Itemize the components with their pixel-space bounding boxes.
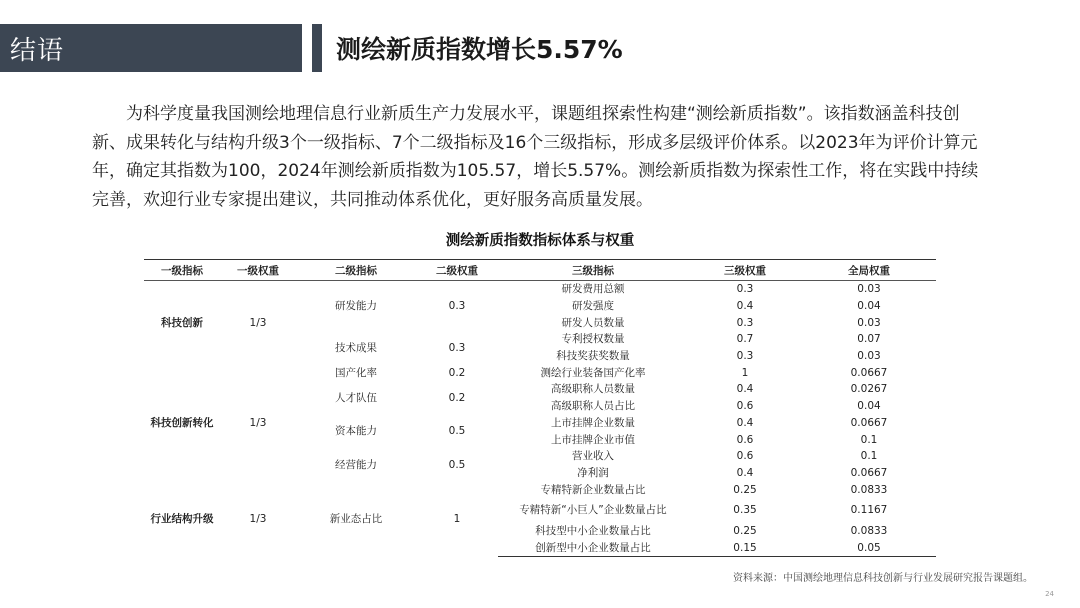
page-number: 24 [1045, 590, 1054, 598]
level3-name: 专利授权数量 [561, 333, 625, 346]
level3-weight: 0.6 [736, 400, 754, 413]
level3-weight: 0.3 [736, 283, 754, 296]
global-weight: 0.0667 [850, 366, 888, 379]
title-accent-bar [312, 24, 322, 72]
level3-name: 营业收入 [572, 450, 614, 463]
global-weight: 0.03 [857, 283, 881, 296]
global-weight: 0.0833 [850, 483, 888, 496]
level3-name: 上市挂牌企业数量 [551, 416, 635, 429]
level2-weight: 0.3 [448, 300, 466, 313]
level2-weight: 0.2 [448, 366, 466, 379]
global-weight: 0.0833 [850, 525, 888, 538]
level3-name: 科技奖获奖数量 [556, 350, 630, 363]
level2-weight: 0.3 [448, 341, 466, 354]
global-weight: 0.07 [857, 333, 881, 346]
level1-weight: 1/3 [249, 513, 267, 526]
level3-weight: 0.4 [736, 416, 754, 429]
table-title: 测绘新质指数指标体系与权重 [445, 233, 635, 249]
level2-name: 新业态占比 [329, 513, 383, 526]
level3-weight: 0.4 [736, 466, 754, 479]
level3-weight: 0.25 [733, 483, 757, 496]
level3-name: 专精特新企业数量占比 [540, 483, 646, 496]
level2-name: 技术成果 [335, 341, 377, 354]
level3-weight: 0.25 [733, 525, 757, 538]
level3-name: 专精特新“小巨人”企业数量占比 [519, 504, 667, 517]
global-weight: 0.03 [857, 316, 881, 329]
level2-name: 资本能力 [335, 425, 377, 438]
global-weight: 0.05 [802, 540, 936, 557]
col-header: 二级权重 [416, 260, 498, 281]
level3-weight: 0.4 [736, 383, 754, 396]
level2-name: 研发能力 [335, 300, 377, 313]
level2-name: 国产化率 [335, 366, 377, 379]
level3-name: 上市挂牌企业市值 [551, 433, 635, 446]
level1-name: 科技创新 [161, 316, 203, 329]
level3-name: 研发强度 [572, 300, 614, 313]
level3-weight: 0.6 [736, 433, 754, 446]
col-header: 一级指标 [144, 260, 220, 281]
section-banner [0, 24, 302, 72]
section-title: 结语 [10, 35, 65, 66]
level2-weight: 0.2 [448, 391, 466, 404]
global-weight: 0.04 [857, 300, 881, 313]
global-weight: 0.0667 [850, 416, 888, 429]
global-weight: 0.03 [857, 350, 881, 363]
table-row [144, 364, 936, 381]
slide-title: 测绘新质指数增长5.57% [336, 35, 623, 64]
col-header: 三级权重 [688, 260, 802, 281]
level3-name: 测绘行业装备国产化率 [540, 366, 646, 379]
global-weight: 0.04 [857, 400, 881, 413]
level3-name: 研发人员数量 [561, 316, 625, 329]
level3-name: 净利润 [577, 466, 609, 479]
level1-weight: 1/3 [249, 416, 267, 429]
level3-name: 高级职称人员占比 [551, 400, 635, 413]
global-weight: 0.1 [860, 433, 878, 446]
col-header: 全局权重 [802, 260, 936, 281]
level3-weight: 0.3 [736, 350, 754, 363]
col-header: 一级权重 [220, 260, 296, 281]
global-weight: 0.1 [860, 450, 878, 463]
level2-name: 经营能力 [335, 458, 377, 471]
global-weight: 0.0667 [850, 466, 888, 479]
level3-weight: 0.15 [688, 540, 802, 557]
level3-weight: 0.35 [733, 504, 757, 517]
table-row [144, 481, 936, 498]
intro-paragraph: 为科学度量我国测绘地理信息行业新质生产力发展水平，课题组探索性构建“测绘新质指数”。该指数涵盖科技创新、成果转化与结构升级3个一级指标、7个二级指标及16个三级指标，形成多层级评价体系。以2023年为评价计算元年，确定其指数为100，2024年测绘新质指数为105.57，增长5.57%。测绘新质指数为探索性工作，将在实践中持续完善，欢迎行业专家提出建议，共同推动体系优化，更好服务高质量发展。 [92, 104, 979, 210]
level3-weight: 0.4 [736, 300, 754, 313]
slide-title-bar [312, 24, 1080, 72]
source-note: 资料来源：中国测绘地理信息科技创新与行业发展研究报告课题组。 [733, 573, 1033, 584]
global-weight: 0.1167 [850, 504, 888, 517]
level2-name: 人才队伍 [335, 391, 377, 404]
level3-weight: 0.6 [736, 450, 754, 463]
col-header: 二级指标 [296, 260, 416, 281]
global-weight: 0.0267 [850, 383, 888, 396]
index-weight-table [144, 259, 936, 557]
level3-name: 科技型中小企业数量占比 [535, 525, 651, 538]
level2-weight: 0.5 [448, 425, 466, 438]
level3-weight: 1 [741, 366, 749, 379]
level3-name: 高级职称人员数量 [551, 383, 635, 396]
level3-name: 研发费用总额 [561, 283, 625, 296]
level3-name: 创新型中小企业数量占比 [498, 540, 688, 557]
level3-weight: 0.3 [736, 316, 754, 329]
table-row [144, 281, 936, 298]
level2-weight: 1 [453, 513, 461, 526]
table-header-row [144, 260, 936, 281]
level3-weight: 0.7 [736, 333, 754, 346]
level1-name: 行业结构升级 [150, 513, 214, 526]
level2-weight: 0.5 [448, 458, 466, 471]
level1-name: 科技创新转化 [150, 416, 214, 429]
col-header: 三级指标 [498, 260, 688, 281]
level1-weight: 1/3 [249, 316, 267, 329]
